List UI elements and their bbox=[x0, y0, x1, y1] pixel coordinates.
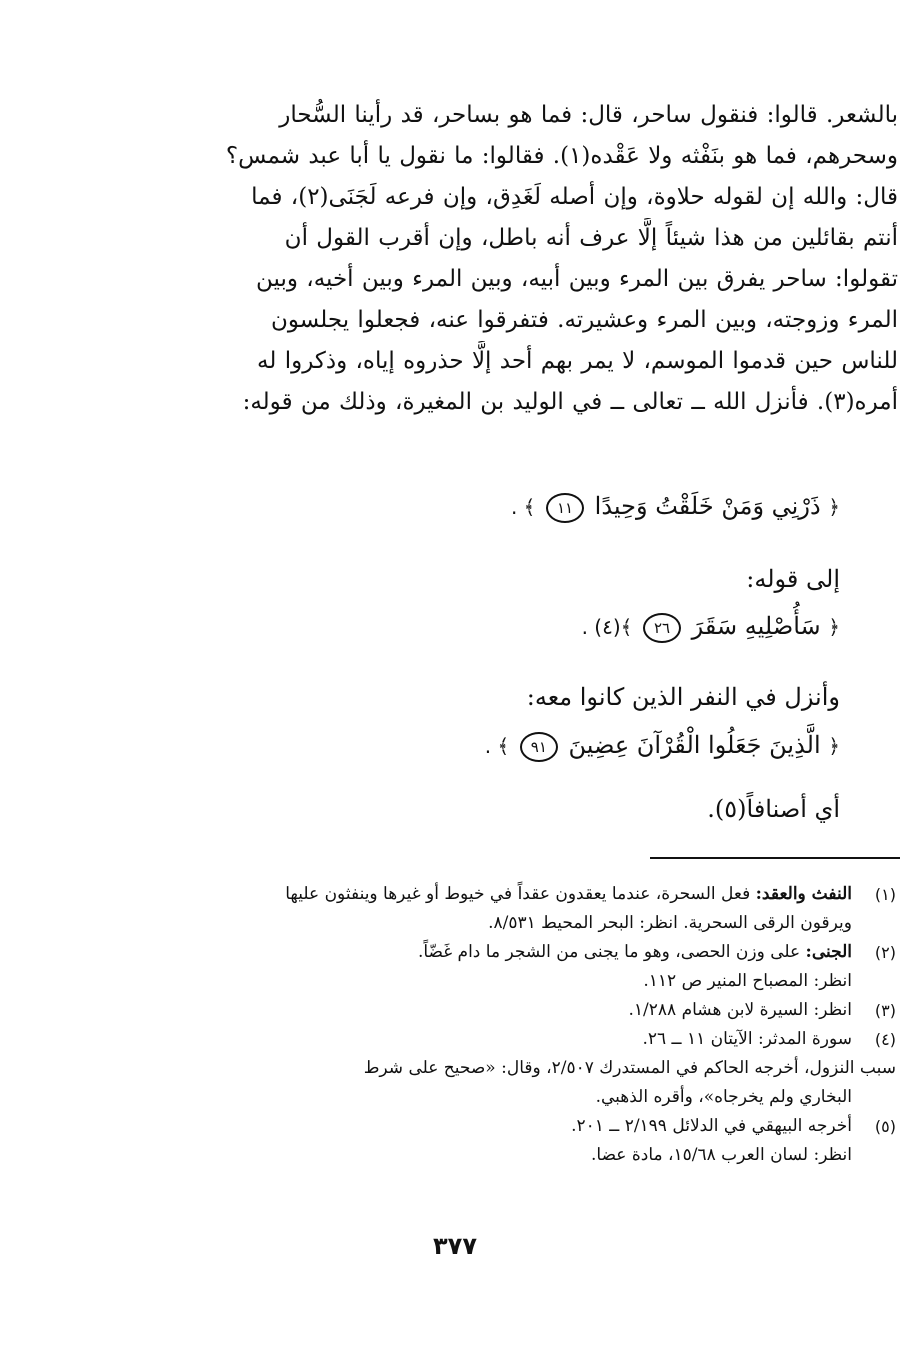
text-line: أمره(٣). فأنزل الله ــ تعالى ــ في الوليد بن المغيرة، وذلك من قوله: bbox=[242, 389, 898, 415]
verse-text: ذَرْنِي وَمَنْ خَلَقْتُ وَحِيدًا bbox=[594, 492, 821, 520]
quran-verse-2 bbox=[582, 612, 840, 643]
quran-verse-1 bbox=[511, 492, 840, 523]
verse-close-bracket: ﴾ . bbox=[510, 495, 536, 519]
footnote-text: فعل السحرة، عندما يعقدون عقداً في خيوط أو غيرها وينفثون عليها bbox=[285, 884, 756, 904]
footnote-5 bbox=[200, 1112, 896, 1141]
verse-open-bracket: ﴿ bbox=[828, 495, 840, 519]
footnote-number: (١) bbox=[874, 885, 896, 904]
text-line: للناس حين قدموا الموسم، لا يمر بهم أحد إلَّا حذروه إياه، وذكروا له bbox=[257, 348, 898, 374]
ayah-number-badge: ٢٦ bbox=[643, 613, 681, 643]
footnote-divider bbox=[650, 857, 900, 859]
verse-text: الَّذِينَ جَعَلُوا الْقُرْآنَ عِضِينَ bbox=[568, 731, 821, 759]
text-line: المرء وزوجته، وبين المرء وعشيرته. فتفرقوا عنه، فجعلوا يجلسون bbox=[270, 307, 898, 333]
verse-open-bracket: ﴿ bbox=[828, 734, 840, 758]
text-line: قال: والله إن لقوله حلاوة، وإن أصله لَغَدِق، وإن فرعه لَجَنَى(٢)، فما bbox=[251, 184, 898, 210]
footnote-text: على وزن الحصى، وهو ما يجنى من الشجر ما دام غَضّاً. bbox=[417, 942, 806, 962]
footnote-continuation: انظر: لسان العرب ١٥/٦٨، مادة عضا. bbox=[590, 1145, 852, 1165]
footnote-term: الجنى: bbox=[805, 942, 852, 962]
footnote-text: سورة المدثر: الآيتان ١١ ــ ٢٦. bbox=[642, 1029, 852, 1049]
footnote-continuation: سبب النزول، أخرجه الحاكم في المستدرك ٢/٥٠٧، وقال: «صحيح على شرط bbox=[363, 1058, 896, 1078]
quran-verse-3 bbox=[485, 731, 840, 762]
verse-open-bracket: ﴿ bbox=[828, 615, 840, 639]
footnote-term: النفث والعقد: bbox=[755, 884, 852, 904]
footnote-number: (٣) bbox=[874, 1001, 896, 1020]
verse-close-bracket: ﴾ . bbox=[484, 734, 510, 758]
transition-line: إلى قوله: bbox=[746, 565, 840, 593]
transition-line: وأنزل في النفر الذين كانوا معه: bbox=[526, 683, 840, 711]
footnote-2 bbox=[200, 938, 896, 967]
main-text bbox=[12, 95, 898, 423]
verse-text: سَأُصْلِيهِ سَقَرَ bbox=[691, 612, 821, 640]
ayah-number-badge: ١١ bbox=[546, 493, 584, 523]
page-number: ٣٧٧ bbox=[433, 1232, 477, 1260]
verse-close-bracket: ﴾(٤) . bbox=[581, 615, 633, 639]
text-line: تقولوا: ساحر يفرق بين المرء وبين أبيه، وبين المرء وبين أخيه، وبين bbox=[256, 266, 898, 292]
footnote-continuation: ويرقون الرقى السحرية. انظر: البحر المحيط ٨/٥٣١. bbox=[488, 913, 852, 933]
text-line: أنتم بقائلين من هذا شيئاً إلَّا عرف أنه باطل، وإن أقرب القول أن bbox=[284, 225, 898, 251]
footnote-text: انظر: السيرة لابن هشام ١/٢٨٨. bbox=[628, 1000, 852, 1020]
closing-line: أي أصنافاً(٥). bbox=[707, 795, 840, 823]
text-line: بالشعر. قالوا: فنقول ساحر، قال: فما هو بساحر، قد رأينا السُّحار bbox=[279, 102, 898, 128]
footnote-continuation: البخاري ولم يخرجاه»، وأقره الذهبي. bbox=[595, 1087, 852, 1107]
footnote-text: أخرجه البيهقي في الدلائل ٢/١٩٩ ــ ٢٠١. bbox=[571, 1116, 852, 1136]
footnote-3 bbox=[200, 996, 896, 1025]
ayah-number-badge: ٩١ bbox=[520, 732, 558, 762]
footnotes bbox=[200, 880, 896, 1170]
footnote-number: (٤) bbox=[874, 1030, 896, 1049]
text-line: وسحرهم، فما هو بنَفْثه ولا عَقْده(١). فقالوا: ما نقول يا أبا عبد شمس؟ bbox=[225, 143, 898, 169]
footnote-number: (٢) bbox=[874, 943, 896, 962]
footnote-1 bbox=[200, 880, 896, 909]
footnote-continuation: انظر: المصباح المنير ص ١١٢. bbox=[643, 971, 852, 991]
footnote-4 bbox=[200, 1025, 896, 1054]
footnote-number: (٥) bbox=[874, 1117, 896, 1136]
